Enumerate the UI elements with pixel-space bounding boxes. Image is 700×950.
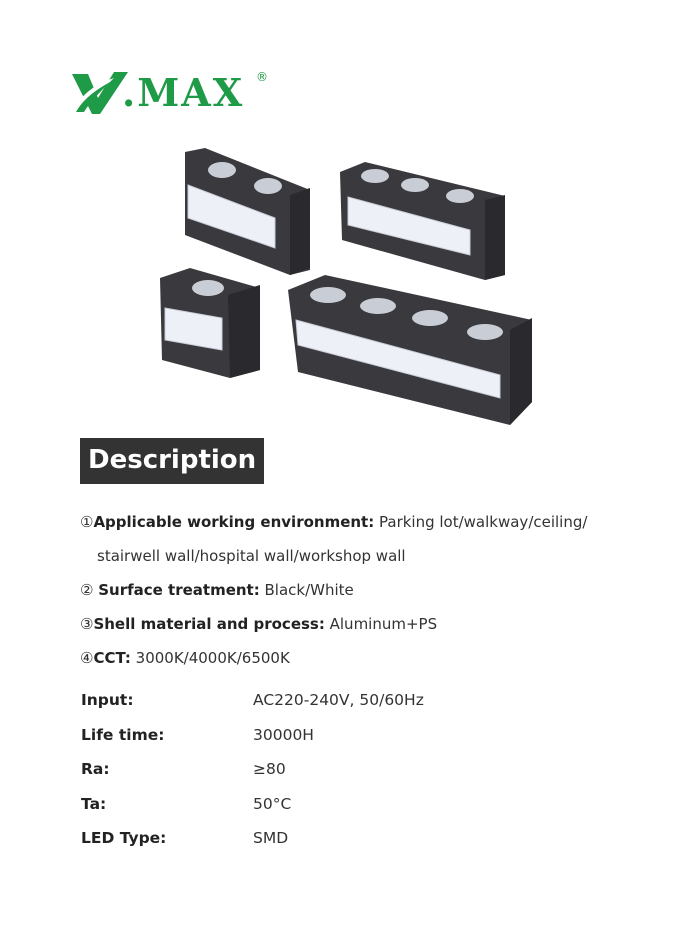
- wall-light-2-lens: [185, 148, 310, 275]
- feature-item: [80, 508, 660, 542]
- wall-light-4-lens: [288, 275, 532, 425]
- spec-row: [81, 790, 424, 825]
- number-badge: ②: [80, 581, 99, 599]
- feature-label: CCT:: [93, 649, 131, 667]
- wall-light-3-lens: [340, 162, 505, 280]
- spec-label: Ra:: [81, 760, 110, 778]
- feature-value: 3000K/4000K/6500K: [130, 649, 290, 667]
- feature-list: [80, 508, 660, 678]
- spec-value: SMD: [253, 829, 289, 847]
- product-image: [150, 140, 550, 440]
- feature-item: [80, 644, 660, 678]
- brand-logo: [70, 68, 270, 120]
- spec-row: [81, 824, 424, 859]
- spec-label: LED Type:: [81, 829, 167, 847]
- spec-label: Input:: [81, 691, 134, 709]
- feature-value: Black/White: [259, 581, 354, 599]
- spec-row: [81, 686, 424, 721]
- spec-value: 50°C: [253, 794, 292, 813]
- spec-row: [81, 755, 424, 790]
- number-badge: ③: [80, 615, 94, 633]
- spec-row: [81, 721, 424, 756]
- feature-item: [80, 576, 660, 610]
- feature-label: Applicable working environment:: [93, 513, 375, 531]
- spec-label: Life time:: [81, 725, 165, 744]
- feature-item-continuation: [80, 542, 660, 576]
- feature-value: stairwell wall/hospital wall/workshop wall: [97, 547, 406, 565]
- spec-table: [81, 686, 424, 859]
- vmax-leaf-icon: [70, 68, 130, 118]
- wall-light-1-lens: [160, 268, 260, 378]
- number-badge: ④: [80, 649, 94, 667]
- feature-value: Parking lot/walkway/ceiling/: [374, 513, 588, 531]
- feature-label: Surface treatment:: [98, 581, 260, 599]
- brand-name: .MAX: [122, 70, 245, 115]
- section-title: Description: [80, 438, 264, 484]
- feature-item: [80, 610, 660, 644]
- registered-mark: ®: [256, 70, 268, 84]
- spec-value: ≥80: [253, 760, 286, 778]
- spec-value: AC220-240V, 50/60Hz: [253, 691, 424, 709]
- spec-label: Ta:: [81, 794, 107, 813]
- feature-value: Aluminum+PS: [324, 615, 438, 633]
- feature-label: Shell material and process:: [93, 615, 325, 633]
- number-badge: ①: [80, 513, 94, 531]
- spec-value: 30000H: [253, 725, 314, 744]
